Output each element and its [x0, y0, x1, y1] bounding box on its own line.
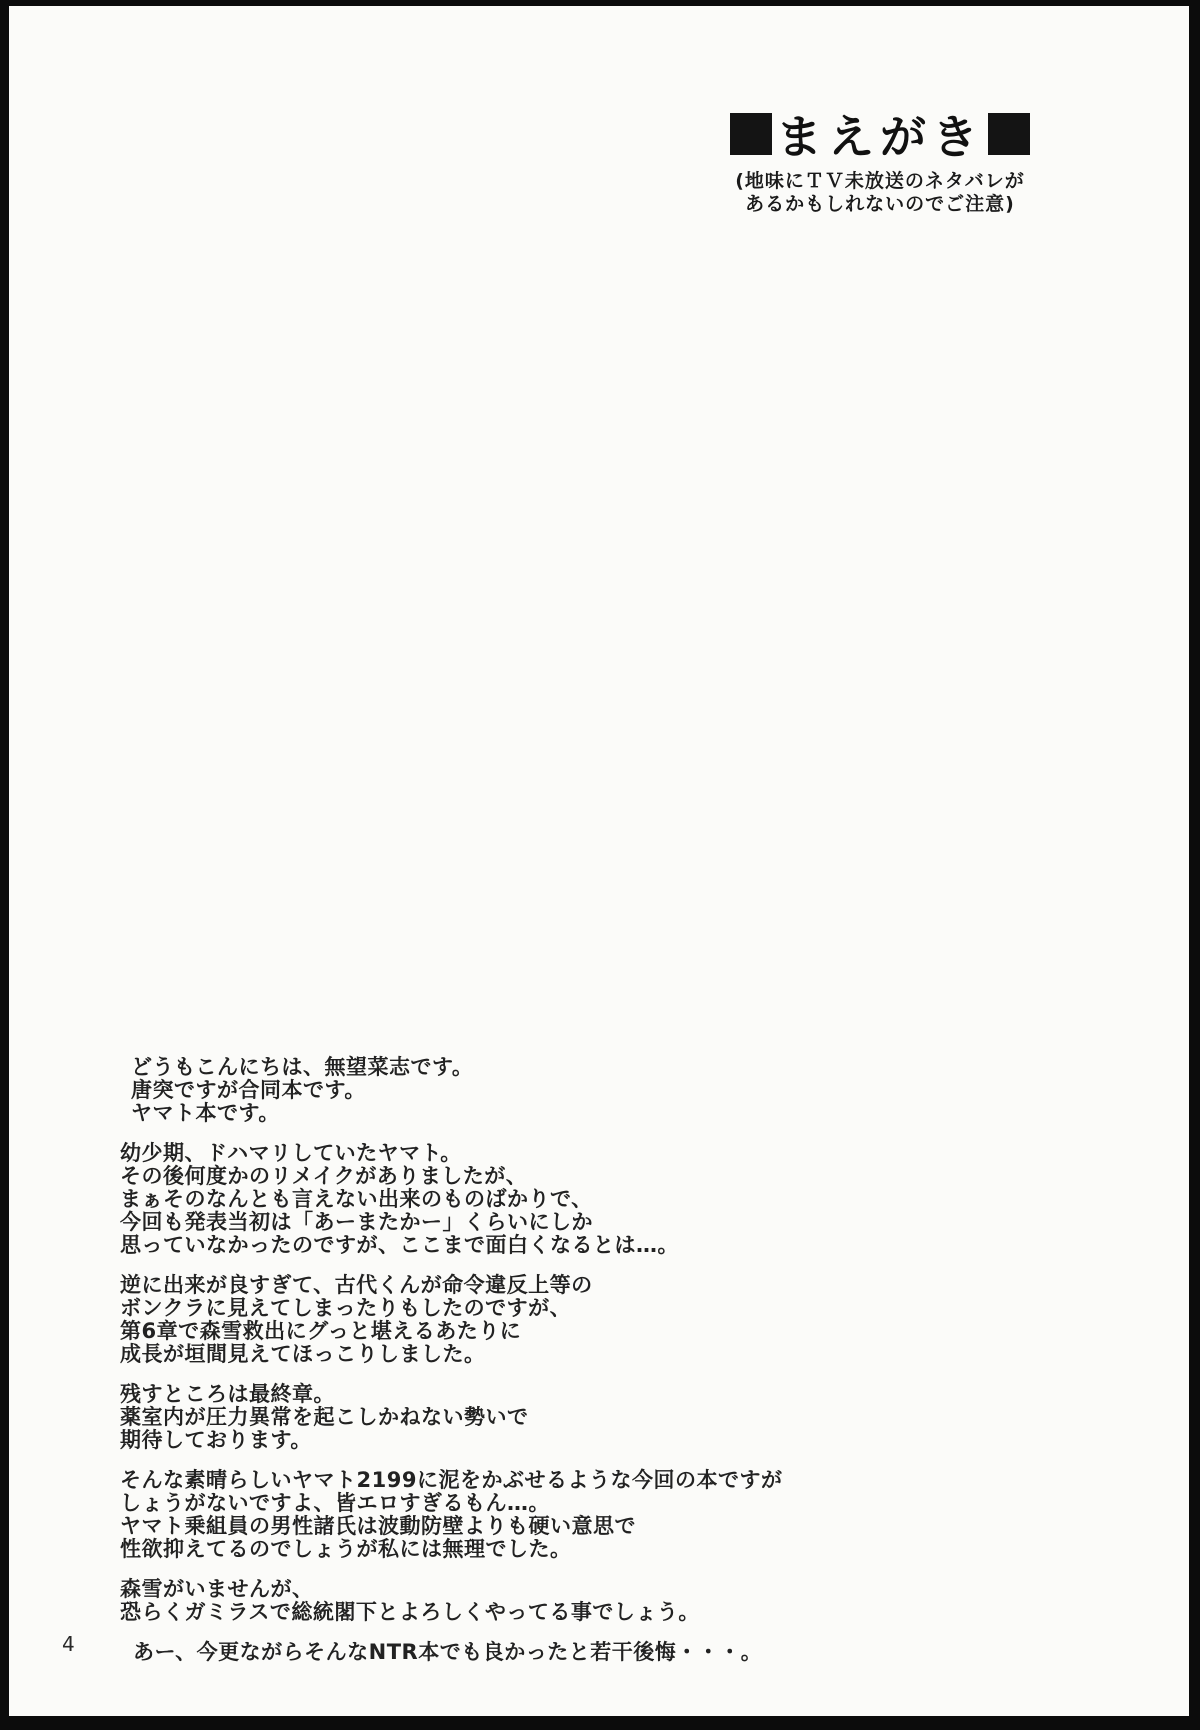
text-line: 性欲抑えてるのでしょうが私には無理でした。 — [120, 1537, 572, 1561]
black-square-icon — [988, 113, 1030, 155]
text-line: 期待しております。 — [120, 1428, 312, 1452]
text-line: 第6章で森雪救出にグっと堪えるあたりに — [120, 1319, 522, 1343]
scan-border-right — [1189, 0, 1200, 1730]
paragraph — [120, 1469, 1080, 1561]
text-line: 森雪がいませんが、 — [120, 1577, 314, 1601]
page-number: 4 — [62, 1632, 75, 1656]
paragraph — [120, 1578, 1080, 1624]
page-title — [660, 108, 1100, 166]
text-line: その後何度かのリメイクがありましたが、 — [120, 1164, 528, 1188]
text-line: まぁそのなんとも言えない出来のものばかりで、 — [120, 1187, 593, 1211]
scan-border-left — [0, 0, 9, 1730]
text-line: 今回も発表当初は「あーまたかー」くらいにしか — [120, 1210, 593, 1234]
spoiler-note — [660, 170, 1100, 216]
text-line: ボンクラに見えてしまったりもしたのですが、 — [120, 1296, 572, 1320]
spoiler-note-line2: あるかもしれないのでご注意) — [745, 193, 1015, 215]
paragraph — [120, 1383, 1080, 1452]
scan-border-bottom — [0, 1716, 1200, 1730]
paragraph — [120, 1142, 1080, 1257]
text-line: ヤマト本です。 — [131, 1101, 280, 1125]
text-line: 逆に出来が良すぎて、古代くんが命令違反上等の — [120, 1273, 593, 1297]
text-line: しょうがないですよ、皆エロすぎるもん…。 — [120, 1491, 550, 1515]
foreword-header — [660, 108, 1100, 216]
text-line: 唐突ですが合同本です。 — [131, 1078, 366, 1102]
text-line: どうもこんにちは、無望菜志です。 — [131, 1055, 474, 1079]
text-line: 幼少期、ドハマリしていたヤマト。 — [120, 1141, 462, 1165]
text-line: 思っていなかったのですが、ここまで面白くなるとは…。 — [120, 1233, 679, 1257]
scan-border-top — [0, 0, 1200, 6]
text-line: 薬室内が圧力異常を起こしかねない勢いで — [120, 1405, 529, 1429]
foreword-body — [120, 1056, 1080, 1681]
text-line: ヤマト乗組員の男性諸氏は波動防壁よりも硬い意思で — [120, 1514, 636, 1538]
page-title-text: まえがき — [776, 110, 984, 164]
text-line: そんな素晴らしいヤマト2199に泥をかぶせるような今回の本ですが — [120, 1468, 783, 1492]
black-square-icon — [730, 113, 772, 155]
paragraph — [133, 1641, 1080, 1664]
paragraph — [120, 1274, 1080, 1366]
text-line: 成長が垣間見えてほっこりしました。 — [120, 1342, 486, 1366]
text-line: 恐らくガミラスで総統閣下とよろしくやってる事でしょう。 — [120, 1600, 700, 1624]
text-line: あー、今更ながらそんなNTR本でも良かったと若干後悔・・・。 — [133, 1640, 763, 1664]
text-line: 残すところは最終章。 — [120, 1382, 335, 1406]
paragraph — [131, 1056, 1080, 1125]
spoiler-note-line1: (地味にＴＶ未放送のネタバレが — [735, 170, 1025, 192]
